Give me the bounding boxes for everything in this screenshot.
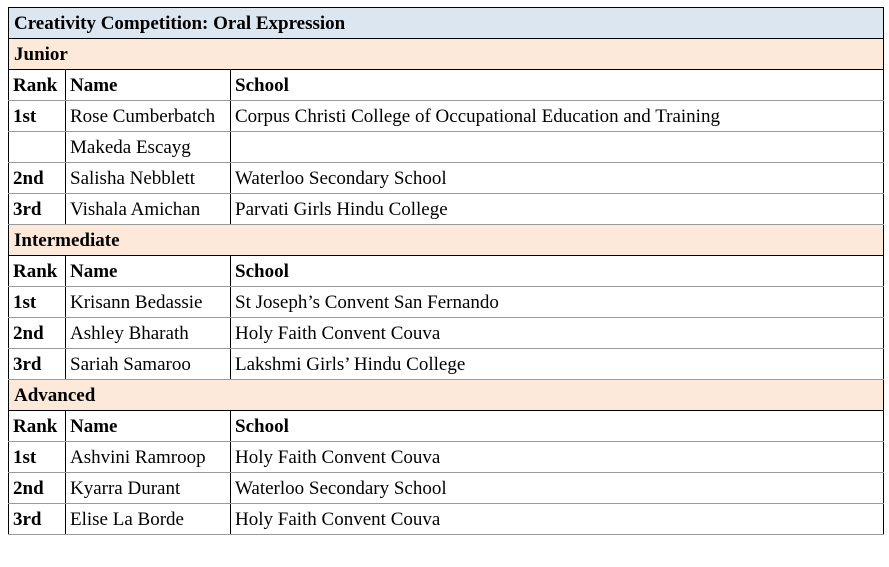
section-heading: Junior — [9, 39, 884, 70]
table-row — [9, 101, 884, 132]
column-header-school: School — [231, 70, 884, 101]
column-header-row — [9, 70, 884, 101]
school-cell: Holy Faith Convent Couva — [231, 504, 884, 535]
name-cell: Vishala Amichan — [66, 194, 231, 225]
table-row — [9, 504, 884, 535]
rank-cell: 1st — [9, 442, 66, 473]
rank-cell: 3rd — [9, 504, 66, 535]
title-row — [9, 8, 884, 39]
column-header-name: Name — [66, 411, 231, 442]
table-row — [9, 287, 884, 318]
name-cell: Salisha Nebblett — [66, 163, 231, 194]
rank-cell: 2nd — [9, 318, 66, 349]
results-table — [8, 7, 884, 535]
table-row — [9, 163, 884, 194]
rank-cell: 1st — [9, 101, 66, 132]
name-cell: Ashley Bharath — [66, 318, 231, 349]
rank-cell: 3rd — [9, 194, 66, 225]
table-title: Creativity Competition: Oral Expression — [9, 8, 884, 39]
column-header-school: School — [231, 256, 884, 287]
school-cell: Corpus Christi College of Occupational Education and Training — [231, 101, 884, 132]
table-row — [9, 194, 884, 225]
column-header-school: School — [231, 411, 884, 442]
column-header-rank: Rank — [9, 70, 66, 101]
section-row — [9, 225, 884, 256]
name-cell: Rose Cumberbatch — [66, 101, 231, 132]
school-cell: Holy Faith Convent Couva — [231, 318, 884, 349]
rank-cell: 2nd — [9, 473, 66, 504]
column-header-rank: Rank — [9, 256, 66, 287]
section-row — [9, 380, 884, 411]
section-heading: Advanced — [9, 380, 884, 411]
section-row — [9, 39, 884, 70]
name-cell: Elise La Borde — [66, 504, 231, 535]
school-cell: Waterloo Secondary School — [231, 473, 884, 504]
school-cell: Lakshmi Girls’ Hindu College — [231, 349, 884, 380]
rank-cell: 1st — [9, 287, 66, 318]
table-row — [9, 349, 884, 380]
table-row — [9, 473, 884, 504]
table-row — [9, 132, 884, 163]
name-cell: Sariah Samaroo — [66, 349, 231, 380]
column-header-name: Name — [66, 256, 231, 287]
column-header-rank: Rank — [9, 411, 66, 442]
rank-cell: 3rd — [9, 349, 66, 380]
name-cell: Kyarra Durant — [66, 473, 231, 504]
school-cell: Holy Faith Convent Couva — [231, 442, 884, 473]
table-row — [9, 442, 884, 473]
column-header-row — [9, 256, 884, 287]
school-cell — [231, 132, 884, 163]
name-cell: Ashvini Ramroop — [66, 442, 231, 473]
rank-cell — [9, 132, 66, 163]
name-cell: Makeda Escayg — [66, 132, 231, 163]
table-row — [9, 318, 884, 349]
name-cell: Krisann Bedassie — [66, 287, 231, 318]
school-cell: Parvati Girls Hindu College — [231, 194, 884, 225]
results-table-body — [9, 8, 884, 535]
section-heading: Intermediate — [9, 225, 884, 256]
rank-cell: 2nd — [9, 163, 66, 194]
school-cell: St Joseph’s Convent San Fernando — [231, 287, 884, 318]
column-header-name: Name — [66, 70, 231, 101]
column-header-row — [9, 411, 884, 442]
school-cell: Waterloo Secondary School — [231, 163, 884, 194]
